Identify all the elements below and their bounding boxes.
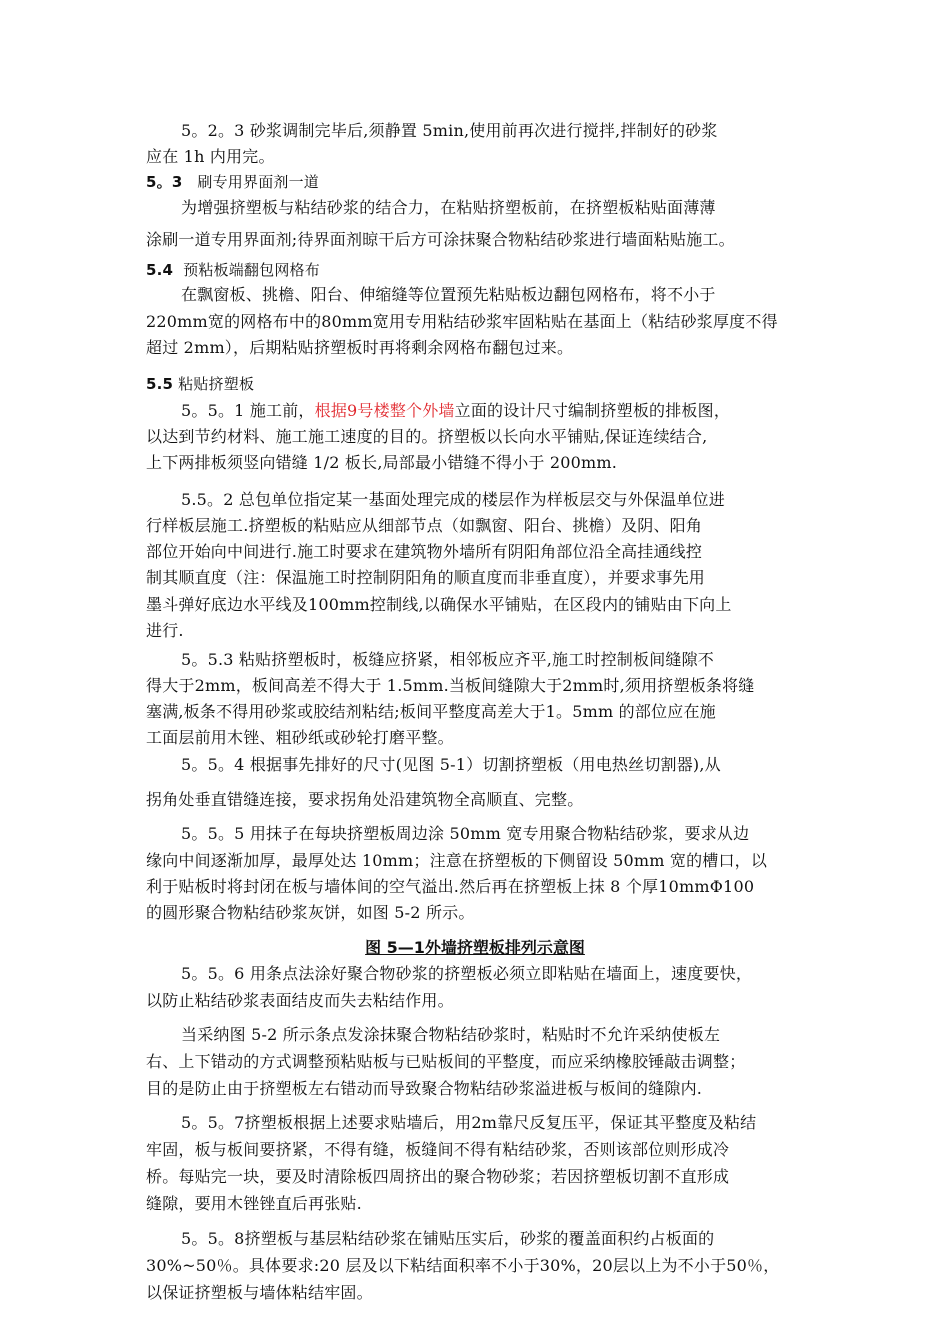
para-5-5-3-line-2: 得大于2mm，板间高差不得大于 1.5mm.当板间缝隙大于2mm时,须用挤塑板条将缝 [146,676,755,695]
para-5-5-2-line-5: 墨斗弹好底边水平线及100mm控制线,以确保水平铺贴，在区段内的铺贴由下向上 [146,595,732,614]
para-5-5-3-line-1: 5。5.3 粘贴挤塑板时，板缝应挤紧，相邻板应齐平,施工时控制板间缝隙不 [181,650,714,669]
para-5-5-2-line-3: 部位开始向中间进行.施工时要求在建筑物外墙所有阴阳角部位沿全高挂通线控 [146,542,703,561]
heading-5-5-title: 粘贴挤塑板 [178,375,255,393]
para-adjust-line-2: 右、上下错动的方式调整预粘贴板与已贴板间的平整度，而应采纳橡胶锤敲击调整； [146,1052,746,1071]
para-5-5-7-line-3: 桥。每贴完一块，要及时清除板四周挤出的聚合物砂浆；若因挤塑板切割不直形成 [146,1167,730,1186]
para-5-5-8-line-2: 30%~50％。具体要求:20 层及以下粘结面积率不小于30%，20层以上为不小于50％， [146,1256,780,1275]
para-5-5-3-line-4: 工面层前用木锉、粗砂纸或砂轮打磨平整。 [146,728,454,747]
heading-5-4-title: 预粘板端翻包网格布 [183,261,320,279]
heading-5-4-number: 5.4 [146,261,174,279]
para-5-4-line-2: 220mm宽的网格布中的80mm宽用专用粘结砂浆牢固粘贴在基面上（粘结砂浆厚度不得 [146,312,778,331]
para-5-5-2-line-6: 进行. [146,621,184,640]
para-5-3-line-1: 为增强挤塑板与粘结砂浆的结合力，在粘贴挤塑板前，在挤塑板粘贴面薄薄 [181,198,716,217]
para-5-5-8-line-1: 5。5。8挤塑板与基层粘结砂浆在铺贴压实后，砂浆的覆盖面积约占板面的 [181,1229,715,1248]
heading-5-5-number: 5.5 [146,375,174,393]
para-5-5-4-line-1: 5。5。4 根据事先排好的尺寸(见图 5-1）切割挤塑板（用电热丝切割器),从 [181,755,721,774]
para-5-2-3-line-1: 5。2。3 砂浆调制完毕后,须静置 5min,使用前再次进行搅拌,拌制好的砂浆 [181,121,718,140]
para-5-5-7-line-2: 牢固，板与板间要挤紧，不得有缝，板缝间不得有粘结砂浆，否则该部位则形成冷 [146,1140,730,1159]
para-5-5-2-line-2: 行样板层施工.挤塑板的粘贴应从细部节点（如飘窗、阳台、挑檐）及阴、阳角 [146,516,703,535]
para-5-5-5-line-4: 的圆形聚合物粘结砂浆灰饼，如图 5-2 所示。 [146,903,475,922]
para-adjust-line-1: 当采纳图 5-2 所示条点发涂抹聚合物粘结砂浆时，粘贴时不允许采纳使板左 [181,1025,721,1044]
para-5-5-6-line-1: 5。5。6 用条点法涂好聚合物砂浆的挤塑板必须立即粘贴在墙面上，速度要快， [181,964,753,983]
para-5-3-line-2: 涂刷一道专用界面剂;待界面剂晾干后方可涂抹聚合物粘结砂浆进行墙面粘贴施工。 [146,230,735,249]
para-5-4-line-3: 超过 2mm），后期粘贴挤塑板时再将剩余网格布翻包过来。 [146,338,574,357]
para-5-2-3-line-2: 应在 1h 内用完。 [146,147,275,166]
para-5-5-1-line-1 [181,400,730,422]
para-5-5-5-line-1: 5。5。5 用抹子在每块挤塑板周边涂 50mm 宽专用聚合物粘结砂浆，要求从边 [181,824,750,843]
heading-5-3-number: 5。3 [146,173,183,191]
heading-5-5 [146,373,254,395]
para-5-5-3-line-3: 塞满,板条不得用砂浆或胶结剂粘结;板间平整度高差大于1。5mm 的部位应在施 [146,702,716,721]
para-5-5-6-line-2: 以防止粘结砂浆表面结皮而失去粘结作用。 [146,991,454,1010]
heading-5-3 [146,171,319,193]
para-5-5-4-line-2: 拐角处垂直错缝连接，要求拐角处沿建筑物全高顺直、完整。 [146,790,584,809]
para-5-5-2-line-4: 制其顺直度（注：保温施工时控制阴阳角的顺直度而非垂直度），并要求事先用 [146,568,706,587]
para-5-5-1-line-1-end: 立面的设计尺寸编制挤塑板的排板图， [454,401,731,420]
para-5-5-5-line-3: 利于贴板时将封闭在板与墙体间的空气溢出.然后再在挤塑板上抹 8 个厚10mmΦ100 [146,877,755,896]
para-5-5-7-line-1: 5。5。7挤塑板根据上述要求贴墙后，用2m靠尺反复压平，保证其平整度及粘结 [181,1113,757,1132]
para-5-5-1-line-3: 上下两排板须竖向错缝 1/2 板长,局部最小错缝不得小于 200mm. [146,453,618,472]
para-5-5-8-line-3: 以保证挤塑板与墙体粘结牢固。 [146,1283,373,1302]
para-adjust-line-3: 目的是防止由于挤塑板左右错动而导致聚合物粘结砂浆溢进板与板间的缝隙内. [146,1079,703,1098]
para-5-5-1-line-1-start: 5。5。1 施工前， [181,401,315,420]
figure-caption: 图 5—1外墙挤塑板排列示意图 [365,938,585,957]
para-5-4-line-1: 在飘窗板、挑檐、阳台、伸缩缝等位置预先粘贴板边翻包网格布，将不小于 [181,285,716,304]
highlighted-text: 根据9号楼整个外墙 [314,401,455,420]
para-5-5-7-line-4: 缝隙，要用木锉锉直后再张贴. [146,1194,362,1213]
heading-5-3-title: 刷专用界面剂一道 [197,173,319,191]
para-5-5-5-line-2: 缘向中间逐渐加厚，最厚处达 10mm；注意在挤塑板的下侧留设 50mm 宽的槽口，以 [146,851,768,870]
para-5-5-2-line-1: 5.5。2 总包单位指定某一基面处理完成的楼层作为样板层交与外保温单位进 [181,490,725,509]
para-5-5-1-line-2: 以达到节约材料、施工施工速度的目的。挤塑板以长向水平铺贴,保证连续结合, [146,427,708,446]
heading-5-4 [146,259,320,281]
